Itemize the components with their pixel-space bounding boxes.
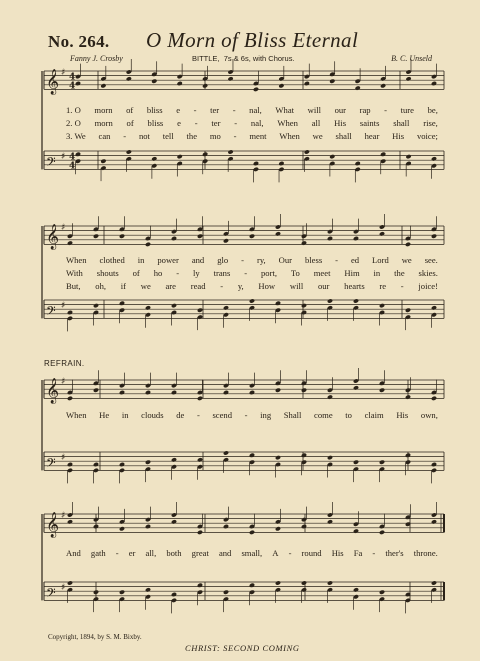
note-head (431, 81, 437, 86)
note-head (75, 152, 81, 157)
note-head (353, 236, 359, 241)
lyric-syllable: our (334, 104, 347, 115)
note-head (119, 590, 125, 595)
lyric-syllable: Lord (372, 254, 389, 265)
note-head (197, 530, 203, 535)
note-head (119, 390, 125, 395)
bass-clef: 𝄢 (46, 455, 56, 474)
note-head (278, 161, 284, 166)
lyric-syllable: saints (359, 117, 380, 128)
note-head (197, 457, 203, 462)
lyric-syllable: e (176, 104, 181, 115)
lyric-syllable: ry, (256, 254, 266, 265)
lyric-syllable: ing (260, 409, 272, 420)
note-head (327, 394, 333, 399)
lyric-syllable: To (290, 267, 300, 278)
lyric-syllable: in (121, 409, 129, 420)
key-sharp: ♯ (61, 301, 66, 311)
lyric-syllable: ture (400, 104, 414, 115)
key-sharp: ♯ (61, 453, 66, 463)
lyric-syllable: Shall (283, 409, 302, 420)
lyric-syllable: hear (364, 130, 380, 141)
lyric-syllable: will (307, 104, 321, 115)
lyric-syllable: we (401, 254, 412, 265)
lyric-syllable: ter (211, 117, 221, 128)
note-head (223, 590, 229, 595)
lyric-syllable: trans (213, 267, 231, 278)
note-head (301, 453, 307, 458)
note-head (119, 462, 125, 467)
note-head (171, 457, 177, 462)
note-head (151, 79, 157, 84)
note-head (249, 390, 255, 395)
note-head (301, 303, 307, 308)
lyric-syllable: we (312, 130, 323, 141)
note-head (353, 460, 359, 465)
note-head (304, 149, 310, 154)
lyric-syllable: own, (420, 409, 438, 420)
lyric-syllable: - (372, 547, 376, 558)
lyric-syllable: gath (90, 547, 106, 558)
hymn-number: No. 264. (48, 32, 110, 51)
note-head (145, 305, 151, 310)
lyric-syllable: not (138, 130, 150, 141)
lyric-syllable: the (394, 267, 405, 278)
note-head (93, 303, 99, 308)
note-head (355, 161, 361, 166)
note-head (379, 388, 385, 393)
note-head (223, 390, 229, 395)
lyric-syllable: bliss (147, 117, 164, 128)
lyric-syllable: of (126, 117, 134, 128)
lyric-syllable: er (128, 547, 136, 558)
note-head (119, 526, 125, 531)
lyric-syllable: - (241, 254, 244, 265)
lyric-syllable: oh, (95, 280, 107, 291)
lyric-syllable: the (186, 130, 198, 141)
note-head (275, 231, 281, 236)
lyric-syllable: bliss (146, 104, 163, 115)
note-head (379, 231, 385, 236)
lyric-syllable: and (218, 547, 232, 558)
lyric-syllable: - (244, 409, 248, 420)
note-head (355, 85, 361, 90)
bass-clef: 𝄢 (46, 154, 56, 173)
lyric-syllable: shall (335, 130, 352, 141)
lyric-syllable: both (166, 547, 182, 558)
note-head (380, 83, 386, 88)
lyric-syllable: if (120, 280, 127, 291)
lyric-syllable: - (244, 267, 248, 278)
note-head (301, 388, 307, 393)
note-head (253, 161, 259, 166)
note-head (93, 524, 99, 529)
note-head (405, 154, 411, 159)
lyric-syllable: - (176, 267, 180, 278)
note-head (202, 152, 208, 157)
lyric-syllable: re (379, 280, 387, 291)
note-head (253, 87, 259, 92)
note-head (197, 234, 203, 239)
note-head (431, 462, 437, 467)
lyric-syllable: power (157, 254, 179, 265)
lyric-syllable: voice; (416, 130, 438, 141)
note-head (67, 396, 73, 401)
note-head (327, 455, 333, 460)
tune-name: BITTLE, (192, 54, 220, 63)
note-head (119, 234, 125, 239)
lyric-syllable: - (234, 117, 238, 128)
note-head (304, 81, 310, 86)
lyric-syllable: When (279, 130, 300, 141)
note-head (67, 240, 73, 245)
lyric-syllable: port, (260, 267, 277, 278)
note-head (171, 390, 177, 395)
note-head (431, 234, 437, 239)
lyric-syllable: e (177, 117, 181, 128)
note-head (380, 152, 386, 157)
verse-line2-3 (66, 280, 438, 291)
key-sharp: ♯ (61, 152, 66, 162)
lyric-syllable: What (275, 104, 295, 115)
note-head (275, 301, 281, 306)
treble-clef: 𝄞 (46, 224, 60, 250)
note-head (67, 310, 73, 315)
note-head (327, 236, 333, 241)
note-head (249, 234, 255, 239)
lyric-syllable: are (165, 280, 176, 291)
section-heading: CHRIST: SECOND COMING (185, 643, 300, 653)
note-head (93, 590, 99, 595)
key-sharp: ♯ (61, 68, 66, 78)
note-head (249, 583, 255, 588)
verse-line2-2 (66, 267, 438, 278)
lyric-syllable: glo (217, 254, 229, 265)
lyric-syllable: His (331, 547, 344, 558)
lyric-syllable: meet (313, 267, 331, 278)
note-head (75, 81, 81, 86)
note-head (379, 460, 385, 465)
lyric-syllable: - (194, 117, 198, 128)
key-sharp: ♯ (61, 223, 66, 233)
lyric-syllable: see. (424, 254, 438, 265)
lyric-syllable: be, (427, 104, 438, 115)
note-head (249, 530, 255, 535)
note-head (223, 524, 229, 529)
lyric-syllable: Him (344, 267, 360, 278)
treble-clef: 𝄞 (46, 69, 60, 95)
note-head (177, 154, 183, 159)
lyric-syllable: shall (393, 117, 410, 128)
lyric-syllable: nal, (250, 117, 264, 128)
meter: 7s & 6s, with Chorus. (223, 54, 295, 63)
lyric-syllable: hearts (344, 280, 365, 291)
refrain-line-2 (66, 547, 438, 558)
lyric-syllable: great (191, 547, 209, 558)
note-head (171, 519, 177, 524)
note-head (405, 394, 411, 399)
lyric-syllable: - (220, 280, 224, 291)
note-head (431, 580, 437, 585)
note-head (227, 149, 233, 154)
note-head (431, 519, 437, 524)
lyric-syllable: we (140, 280, 151, 291)
lyric-syllable: mo (209, 130, 221, 141)
note-head (329, 154, 335, 159)
lyric-syllable: With (66, 267, 83, 278)
key-sharp: ♯ (61, 583, 66, 593)
note-head (353, 385, 359, 390)
lyric-syllable: joice! (418, 280, 438, 291)
note-head (405, 76, 411, 81)
copyright: Copyright, 1894, by S. M. Bixby. (48, 633, 142, 641)
lyric-syllable: morn (94, 117, 113, 128)
note-head (379, 590, 385, 595)
lyric-syllable: rap (359, 104, 371, 115)
note-head (249, 453, 255, 458)
note-head (278, 83, 284, 88)
note-head (126, 76, 132, 81)
lyric-syllable: - (196, 409, 200, 420)
lyric-syllable: A (272, 547, 279, 558)
lyric-syllable: - (115, 547, 119, 558)
bass-clef: 𝄢 (46, 585, 56, 604)
time-signature-numerator: 4 (69, 152, 76, 163)
lyric-syllable: skies. (418, 267, 438, 278)
note-head (353, 587, 359, 592)
refrain-line-1 (66, 409, 438, 420)
lyric-syllable: - (232, 104, 236, 115)
lyric-syllable: de (176, 409, 185, 420)
lyric-syllable: ly (192, 267, 200, 278)
key-sharp: ♯ (61, 511, 66, 521)
note-head (202, 83, 208, 88)
note-head (126, 149, 132, 154)
lyric-syllable: morn (94, 104, 113, 115)
note-head (145, 524, 151, 529)
hymn-title: O Morn of Bliss Eternal (146, 28, 359, 52)
note-head (353, 298, 359, 303)
note-head (145, 460, 151, 465)
lyric-syllable: ter (210, 104, 220, 115)
note-head (145, 390, 151, 395)
note-head (223, 450, 229, 455)
lyric-syllable: He (99, 409, 110, 420)
lyric-syllable: - (400, 280, 404, 291)
lyric-syllable: - (335, 254, 338, 265)
note-head (405, 308, 411, 313)
lyric-syllable: in (373, 267, 381, 278)
note-head (93, 234, 99, 239)
note-head (379, 303, 385, 308)
treble-clef: 𝄞 (46, 512, 60, 538)
verse-line-1 (66, 104, 438, 115)
note-head (177, 81, 183, 86)
note-head (327, 580, 333, 585)
note-head (171, 236, 177, 241)
note-head (93, 388, 99, 393)
refrain-label: REFRAIN. (44, 359, 85, 368)
note-head (379, 530, 385, 535)
lyric-syllable: bless (304, 254, 323, 265)
lyric-syllable: When (66, 409, 87, 420)
lyric-syllable: round (301, 547, 322, 558)
note-head (100, 159, 106, 164)
time-signature-numerator: 4 (69, 72, 76, 83)
note-head (327, 519, 333, 524)
note-head (171, 303, 177, 308)
lyric-syllable: come (314, 409, 333, 420)
lyric-syllable: - (123, 130, 127, 141)
lyric-syllable: throne. (413, 547, 438, 558)
lyric-syllable: scend (212, 409, 233, 420)
verse-line2-1 (66, 254, 438, 265)
note-head (67, 580, 73, 585)
note-head (431, 305, 437, 310)
lyric-syllable: How (258, 280, 276, 291)
lyric-syllable: small, (241, 547, 263, 558)
lyric-syllable: to (345, 409, 352, 420)
note-head (197, 396, 203, 401)
lyric-syllable: When (66, 254, 87, 265)
note-head (329, 79, 335, 84)
lyric-syllable: in (137, 254, 145, 265)
time-signature-denominator: 4 (69, 161, 76, 172)
lyric-syllable: all (311, 117, 321, 128)
lyric-syllable: 3. We (66, 130, 86, 141)
note-head (249, 298, 255, 303)
verse-line-3 (66, 130, 438, 141)
lyric-syllable: of (126, 104, 134, 115)
note-head (119, 301, 125, 306)
note-head (67, 519, 73, 524)
note-head (151, 156, 157, 161)
note-head (223, 305, 229, 310)
note-head (431, 156, 437, 161)
lyric-syllable: ther's (385, 547, 404, 558)
lyric-syllable: read (190, 280, 206, 291)
lyric-syllable: His (392, 130, 405, 141)
note-head (93, 462, 99, 467)
note-head (405, 242, 411, 247)
lyric-syllable: Fa (353, 547, 363, 558)
lyric-syllable: y, (237, 280, 244, 291)
note-head (327, 298, 333, 303)
lyric-syllable: - (384, 104, 388, 115)
lyric-syllable: When (277, 117, 298, 128)
lyric-syllable: - (288, 547, 292, 558)
lyric-syllable: can (98, 130, 111, 141)
lyric-syllable: tell (162, 130, 174, 141)
note-head (100, 83, 106, 88)
lyric-syllable: - (233, 130, 237, 141)
lyric-syllable: all, (145, 547, 157, 558)
note-head (171, 592, 177, 597)
lyric-syllable: But, (66, 280, 81, 291)
lyric-syllable: shouts (96, 267, 119, 278)
time-signature-denominator: 4 (69, 81, 76, 92)
note-head (227, 76, 233, 81)
lyric-syllable: ed (350, 254, 360, 265)
lyric-syllable: clothed (99, 254, 125, 265)
lyric-syllable: claim (364, 409, 384, 420)
note-head (353, 528, 359, 533)
composer: B. C. Unseld (391, 54, 432, 63)
key-sharp: ♯ (61, 377, 66, 387)
author: Fanny J. Crosby (70, 54, 123, 63)
lyric-syllable: His (396, 409, 409, 420)
note-head (145, 587, 151, 592)
note-head (275, 388, 281, 393)
lyric-syllable: 2. O (66, 117, 81, 128)
note-head (275, 455, 281, 460)
lyric-syllable: ment (249, 130, 267, 141)
note-head (197, 308, 203, 313)
lyric-syllable: and (191, 254, 205, 265)
lyric-syllable: clouds (141, 409, 164, 420)
verse-line-2 (66, 117, 438, 128)
treble-clef: 𝄞 (46, 378, 60, 404)
lyric-syllable: nal, (249, 104, 262, 115)
note-head (67, 462, 73, 467)
lyric-syllable: Our (278, 254, 293, 265)
lyric-syllable: - (193, 104, 197, 115)
note-head (197, 583, 203, 588)
lyric-syllable: ho (153, 267, 163, 278)
lyric-syllable: will (289, 280, 304, 291)
note-head (223, 238, 229, 243)
note-head (301, 524, 307, 529)
lyric-syllable: His (334, 117, 347, 128)
note-head (405, 453, 411, 458)
note-head (431, 396, 437, 401)
note-head (145, 242, 151, 247)
lyric-syllable: And (66, 547, 81, 558)
note-head (301, 580, 307, 585)
note-head (275, 580, 281, 585)
lyric-syllable: our (317, 280, 330, 291)
lyric-syllable: of (132, 267, 140, 278)
lyric-syllable: 1. O (66, 104, 81, 115)
note-head (301, 240, 307, 245)
note-head (275, 526, 281, 531)
lyric-syllable: rise, (423, 117, 438, 128)
bass-clef: 𝄢 (46, 303, 56, 322)
